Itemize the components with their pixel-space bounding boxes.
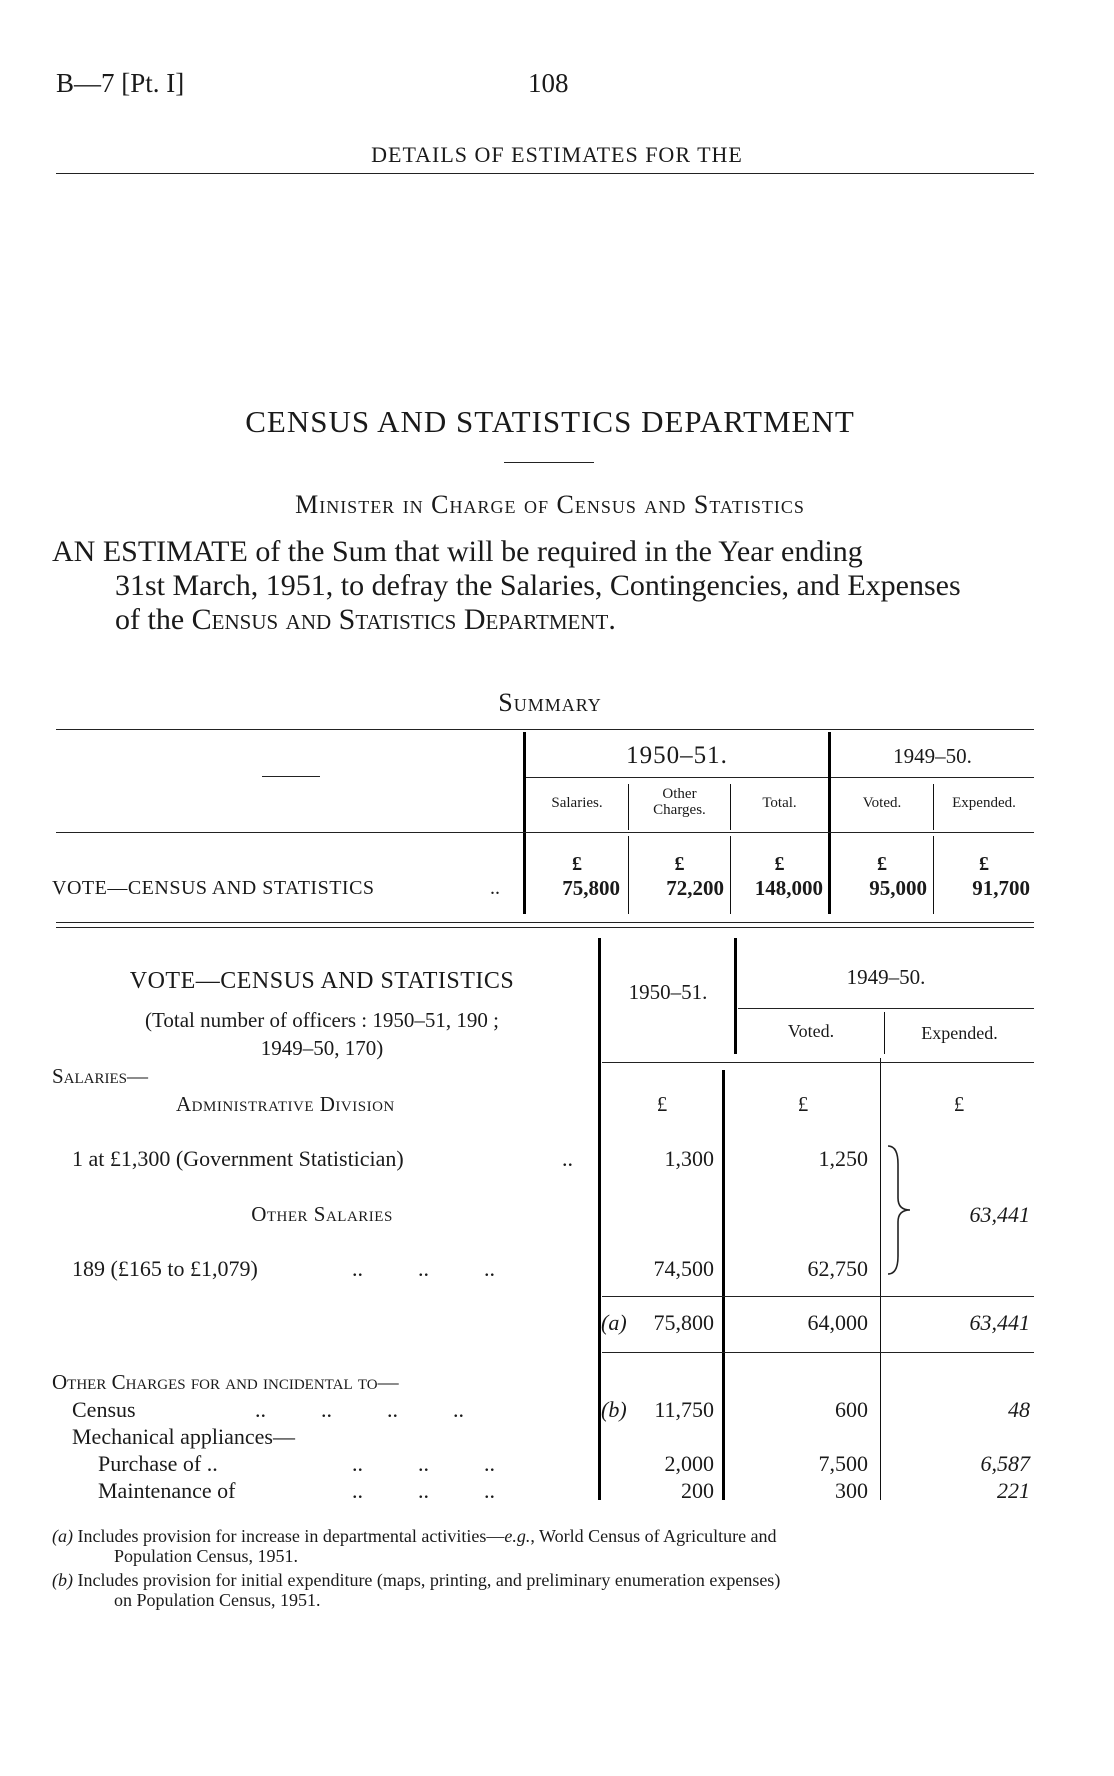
census-dots: .. .. .. .. — [255, 1397, 464, 1422]
footnote-a-text-1: Includes provision for increase in departmental activities— — [77, 1526, 505, 1546]
summary-sub-total: Total. — [762, 795, 797, 811]
maint-voted: 300 — [835, 1478, 868, 1503]
minister-line: Minister in Charge of Census and Statistics — [295, 490, 805, 519]
row2-dots: .. .. .. — [352, 1256, 495, 1281]
summary-col-1949: 1949–50. — [893, 744, 972, 768]
census-note: (b) — [601, 1397, 627, 1422]
maint-dots: .. .. .. — [352, 1478, 495, 1503]
summary-currency-1: £ — [572, 853, 582, 875]
summary-row-dots: .. — [490, 877, 500, 899]
estimate-line-3 — [115, 603, 616, 637]
footnote-a-mark: (a) — [52, 1526, 73, 1546]
detail-col-1949: 1949–50. — [846, 965, 926, 989]
summary-heading: Summary — [498, 688, 602, 717]
summary-sub-salaries: Salaries. — [551, 795, 603, 811]
row2-1950: 74,500 — [653, 1256, 714, 1281]
footnote-b-text-1: Includes provision for initial expenditure (maps, printing, and preliminary enumeration expenses) — [77, 1570, 781, 1590]
detail-sub-rule — [738, 1008, 1034, 1009]
summary-sub-rule-1 — [526, 777, 828, 778]
header-rule — [56, 173, 1034, 174]
row1-1950: 1,300 — [664, 1146, 714, 1171]
subtotal-top-rule — [602, 1296, 1034, 1297]
row1-dots: .. — [562, 1146, 573, 1171]
subtotal-1950: 75,800 — [653, 1310, 714, 1335]
estimate-prefix: of the — [115, 603, 192, 636]
summary-sub-other-1: Other — [662, 786, 697, 802]
summary-total: 148,000 — [754, 876, 823, 900]
footnote-b-line-2: on Population Census, 1951. — [114, 1590, 321, 1610]
footnote-a-text-2: , World Census of Agriculture and — [530, 1526, 777, 1546]
row2-voted: 62,750 — [807, 1256, 868, 1281]
summary-other-charges: 72,200 — [666, 876, 724, 900]
bracket-expended: 63,441 — [969, 1202, 1030, 1227]
row1-label: 1 at £1,300 (Government Statistician) — [72, 1146, 404, 1171]
running-title: DETAILS OF ESTIMATES FOR THE — [371, 142, 743, 167]
salaries-heading: Salaries— — [52, 1064, 149, 1088]
census-voted: 600 — [835, 1397, 868, 1422]
admin-division: Administrative Division — [176, 1092, 395, 1116]
detail-col-expended: Expended. — [921, 1023, 998, 1043]
detail-col-voted: Voted. — [787, 1021, 835, 1041]
subtotal-bottom-rule — [602, 1352, 1034, 1353]
footnote-b-mark: (b) — [52, 1570, 73, 1590]
purchase-voted: 7,500 — [818, 1451, 868, 1476]
summary-bottom-rule-2 — [56, 927, 1034, 928]
detail-title: VOTE—CENSUS AND STATISTICS — [129, 968, 515, 994]
detail-col-1950: 1950–51. — [628, 980, 708, 1004]
detail-vline-mid — [734, 938, 737, 1054]
summary-dash — [262, 776, 320, 777]
row1-voted: 1,250 — [818, 1146, 868, 1171]
mech-label: Mechanical appliances— — [72, 1424, 295, 1449]
maint-expended: 221 — [997, 1478, 1030, 1503]
detail-officers-1: (Total number of officers : 1950–51, 190 ; — [145, 1008, 499, 1032]
estimate-dept: Census and Statistics Department — [191, 603, 609, 636]
detail-officers-2: 1949–50, 170) — [260, 1036, 384, 1060]
detail-currency-1950: £ — [656, 1092, 668, 1116]
other-salaries-heading: Other Salaries — [251, 1202, 393, 1226]
estimate-line-1: AN ESTIMATE of the Sum that will be required in the Year ending — [52, 535, 863, 568]
summary-col-1950: 1950–51. — [626, 742, 728, 769]
summary-sub-expended: Expended. — [952, 795, 1016, 811]
purchase-label: Purchase of .. — [98, 1451, 218, 1476]
detail-vline-expended — [880, 1058, 881, 1500]
estimate-suffix: . — [608, 603, 616, 636]
summary-currency-4: £ — [877, 853, 887, 875]
detail-currency-expended: £ — [953, 1092, 965, 1116]
summary-header-bottom-rule — [56, 832, 1034, 833]
summary-currency-5: £ — [979, 853, 989, 875]
summary-bottom-rule-1 — [56, 922, 1034, 923]
page-ref: B—7 [Pt. I] — [56, 68, 185, 98]
census-expended: 48 — [1008, 1397, 1030, 1422]
census-1950: 11,750 — [654, 1397, 714, 1422]
summary-currency-3: £ — [774, 853, 785, 875]
summary-row-label: VOTE—CENSUS AND STATISTICS — [52, 877, 375, 899]
department-title: CENSUS AND STATISTICS DEPARTMENT — [245, 404, 855, 439]
detail-header-rule — [602, 1062, 1034, 1063]
other-charges-heading: Other Charges for and incidental to— — [52, 1370, 399, 1394]
summary-currency-2: £ — [674, 853, 685, 875]
summary-voted: 95,000 — [869, 876, 927, 900]
detail-currency-voted: £ — [797, 1092, 809, 1116]
summary-salaries: 75,800 — [562, 876, 620, 900]
footnote-a-eg: e.g. — [504, 1526, 531, 1546]
summary-sub-voted: Voted. — [862, 795, 902, 811]
summary-sub-other-2: Charges. — [653, 802, 706, 818]
maint-1950: 200 — [681, 1478, 714, 1503]
purchase-1950: 2,000 — [664, 1451, 714, 1476]
summary-expended: 91,700 — [972, 876, 1030, 900]
estimate-line-2: 31st March, 1951, to defray the Salaries, Contingencies, and Expenses — [115, 569, 961, 602]
summary-sub-rule-2 — [831, 777, 1034, 778]
purchase-dots: .. .. .. — [352, 1451, 495, 1476]
footnote-a — [52, 1526, 1042, 1546]
subtotal-voted: 64,000 — [807, 1310, 868, 1335]
title-rule — [504, 462, 594, 463]
footnote-a-line-2: Population Census, 1951. — [114, 1546, 299, 1566]
footnote-b — [52, 1570, 1052, 1590]
summary-top-rule — [56, 729, 1034, 730]
subtotal-expended: 63,441 — [969, 1310, 1030, 1335]
page-number: 108 — [528, 68, 569, 98]
row2-label: 189 (£165 to £1,079) — [72, 1256, 258, 1281]
subtotal-note: (a) — [601, 1310, 627, 1335]
detail-vline-voted — [722, 1070, 725, 1500]
census-label: Census — [72, 1397, 136, 1422]
maint-label: Maintenance of — [98, 1478, 236, 1503]
purchase-expended: 6,587 — [980, 1451, 1030, 1476]
